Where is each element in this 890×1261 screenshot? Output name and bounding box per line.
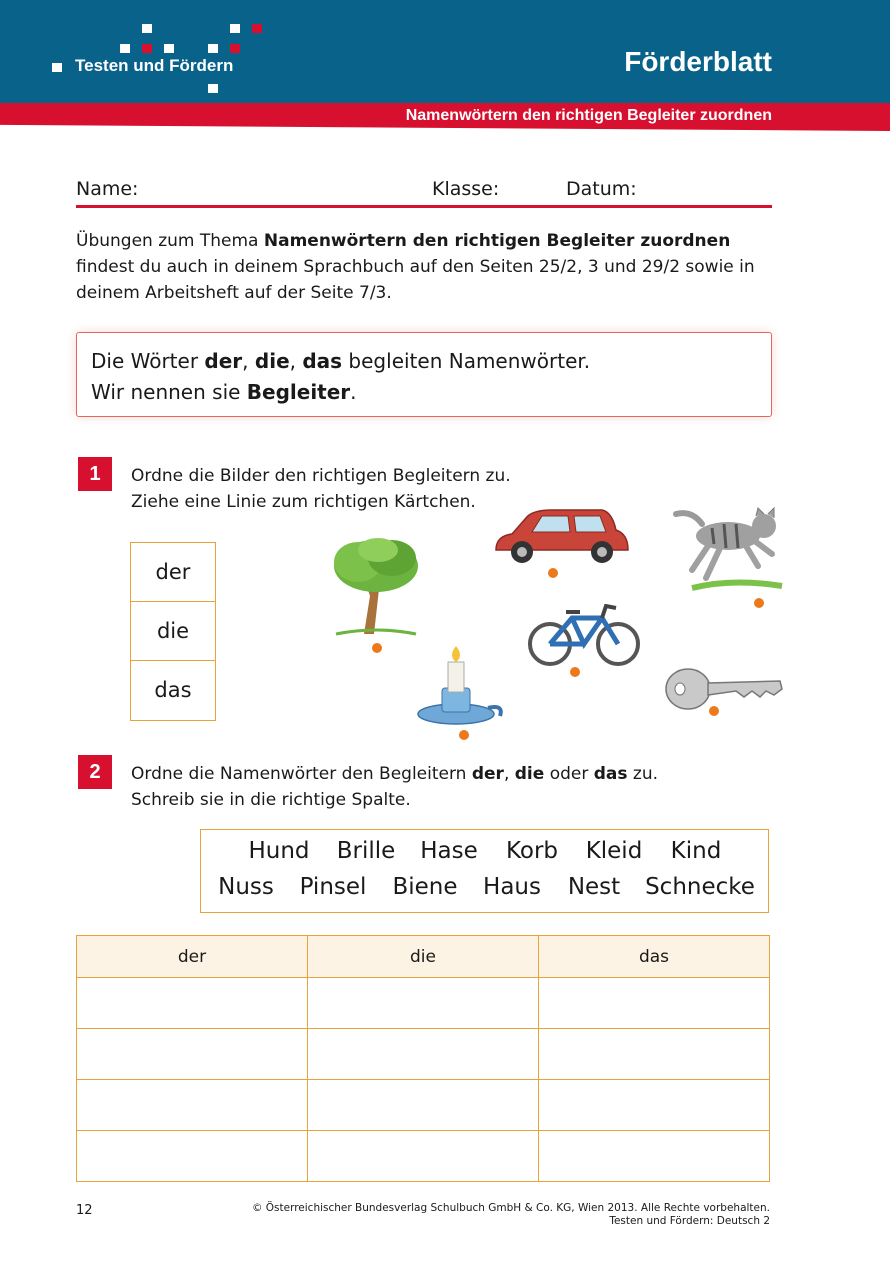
table-row xyxy=(77,1131,770,1182)
word: Kind xyxy=(670,838,722,864)
word: Nuss xyxy=(218,874,274,900)
card-der[interactable]: der xyxy=(131,543,215,602)
date-label: Datum: xyxy=(566,178,637,200)
rule-line-1: Die Wörter der, die, das begleiten Namenwörter. xyxy=(91,349,591,373)
rule-box xyxy=(76,332,772,417)
column-die: die xyxy=(308,936,539,978)
intro-topic: Namenwörtern den richtigen Begleiter zuordnen xyxy=(263,231,731,251)
intro-text: Übungen zum Thema Namenwörtern den richtigen Begleiter zuordnen findest du auch in deinem Sprachbuch auf den Seiten 25/2, 3 und 29/2 sowie in deinem Arbeitsheft auf der Seite 7/3. xyxy=(76,231,755,303)
candle-icon[interactable] xyxy=(416,644,504,728)
key-icon[interactable] xyxy=(664,664,786,714)
tree-dot[interactable] xyxy=(372,643,382,653)
car-icon[interactable] xyxy=(492,506,632,568)
answer-cell[interactable] xyxy=(539,1131,770,1182)
tree-icon[interactable] xyxy=(328,536,424,638)
cat-dot[interactable] xyxy=(754,598,764,608)
column-der: der xyxy=(77,936,308,978)
name-label: Name: xyxy=(76,178,139,200)
word: Pinsel xyxy=(299,874,367,900)
word-box xyxy=(200,829,769,913)
answer-cell[interactable] xyxy=(539,1080,770,1131)
word: Biene xyxy=(392,874,458,900)
bicycle-icon[interactable] xyxy=(526,604,642,668)
answer-cell[interactable] xyxy=(77,1080,308,1131)
bicycle-dot[interactable] xyxy=(570,667,580,677)
answer-cell[interactable] xyxy=(308,1131,539,1182)
column-das: das xyxy=(539,936,770,978)
table-row xyxy=(77,1080,770,1131)
table-row xyxy=(77,1029,770,1080)
word: Hase xyxy=(420,838,478,864)
sheet-title: Förderblatt xyxy=(624,46,772,77)
key-dot[interactable] xyxy=(709,706,719,716)
answer-cell[interactable] xyxy=(77,1029,308,1080)
word: Korb xyxy=(505,838,559,864)
task-1-instructions: Ordne die Bilder den richtigen Begleitern zu. Ziehe eine Linie zum richtigen Kärtchen. xyxy=(131,466,511,512)
word: Haus xyxy=(483,874,541,900)
answer-cell[interactable] xyxy=(308,978,539,1029)
answer-cell[interactable] xyxy=(539,1029,770,1080)
logo-text: Testen und Fördern xyxy=(75,56,234,75)
sheet-subtitle: Namenwörtern den richtigen Begleiter zuordnen xyxy=(405,107,772,124)
name-row xyxy=(76,178,772,208)
answer-cell[interactable] xyxy=(77,978,308,1029)
word: Nest xyxy=(567,874,621,900)
car-dot[interactable] xyxy=(548,568,558,578)
word: Kleid xyxy=(585,838,643,864)
answer-cell[interactable] xyxy=(308,1080,539,1131)
task-2-number: 2 xyxy=(78,755,112,789)
word: Brille xyxy=(336,838,396,864)
answer-cell[interactable] xyxy=(77,1131,308,1182)
sorting-table xyxy=(76,935,770,1182)
cat-icon[interactable] xyxy=(672,506,784,596)
word: Schnecke xyxy=(645,874,755,900)
candle-dot[interactable] xyxy=(459,730,469,740)
article-cards xyxy=(130,542,216,721)
page-number: 12 xyxy=(76,1203,93,1218)
rule-line-2: Wir nennen sie Begleiter. xyxy=(91,380,357,404)
class-label: Klasse: xyxy=(432,178,500,200)
copyright: © Österreichischer Bundesverlag Schulbuch GmbH & Co. KG, Wien 2013. Alle Rechte vorbehalten. Testen und Fördern: Deutsch 2 xyxy=(251,1202,770,1227)
table-row xyxy=(77,978,770,1029)
word: Hund xyxy=(248,838,310,864)
answer-cell[interactable] xyxy=(539,978,770,1029)
answer-cell[interactable] xyxy=(308,1029,539,1080)
task-1-number: 1 xyxy=(78,457,112,491)
task-2-instructions: Ordne die Namenwörter den Begleitern der, die oder das zu. Schreib sie in die richtige Spalte. xyxy=(131,764,659,810)
card-das[interactable]: das xyxy=(154,678,192,702)
card-die[interactable]: die xyxy=(131,602,215,661)
